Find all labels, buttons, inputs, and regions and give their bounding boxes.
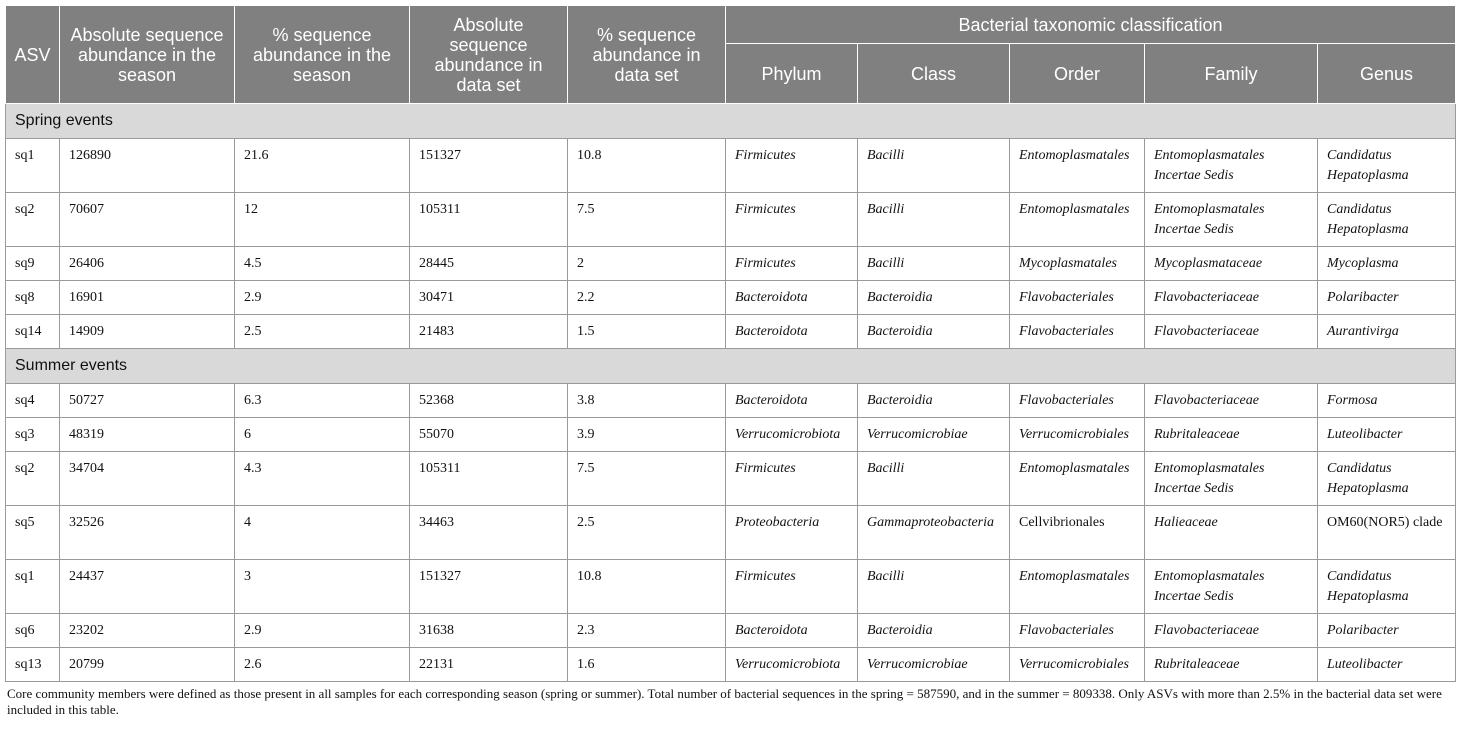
- cell-genus: Polaribacter: [1318, 614, 1456, 648]
- cell-asv: sq1: [6, 139, 60, 193]
- cell-family: Entomoplasmatales Incertae Sedis: [1145, 560, 1318, 614]
- cell-genus: Candidatus Hepatoplasma: [1318, 139, 1456, 193]
- header-phylum: Phylum: [726, 44, 858, 104]
- cell-phylum: Verrucomicrobiota: [726, 648, 858, 682]
- cell-order: Entomoplasmatales: [1010, 193, 1145, 247]
- header-genus: Genus: [1318, 44, 1456, 104]
- cell-pct-season: 2.9: [235, 614, 410, 648]
- cell-family: Entomoplasmatales Incertae Sedis: [1145, 452, 1318, 506]
- cell-asv: sq2: [6, 452, 60, 506]
- cell-abs-season: 20799: [60, 648, 235, 682]
- cell-pct-dataset: 2.2: [568, 281, 726, 315]
- cell-order: Flavobacteriales: [1010, 614, 1145, 648]
- cell-pct-dataset: 10.8: [568, 560, 726, 614]
- cell-pct-dataset: 1.5: [568, 315, 726, 349]
- cell-pct-dataset: 1.6: [568, 648, 726, 682]
- cell-abs-season: 48319: [60, 418, 235, 452]
- cell-genus: Candidatus Hepatoplasma: [1318, 560, 1456, 614]
- cell-abs-season: 50727: [60, 384, 235, 418]
- cell-family: Rubritaleaceae: [1145, 418, 1318, 452]
- cell-order: Flavobacteriales: [1010, 315, 1145, 349]
- cell-class: Verrucomicrobiae: [858, 648, 1010, 682]
- cell-abs-season: 24437: [60, 560, 235, 614]
- header-abs-season: Absolute sequence abundance in the season: [60, 6, 235, 104]
- table-container: [5, 5, 1455, 718]
- cell-abs-dataset: 34463: [410, 506, 568, 560]
- section-title: Summer events: [6, 349, 1456, 384]
- cell-asv: sq4: [6, 384, 60, 418]
- cell-abs-dataset: 22131: [410, 648, 568, 682]
- cell-pct-season: 6: [235, 418, 410, 452]
- cell-abs-season: 26406: [60, 247, 235, 281]
- table-row: [6, 139, 1456, 193]
- cell-pct-season: 3: [235, 560, 410, 614]
- cell-genus: Candidatus Hepatoplasma: [1318, 452, 1456, 506]
- cell-class: Bacteroidia: [858, 281, 1010, 315]
- cell-family: Flavobacteriaceae: [1145, 384, 1318, 418]
- cell-order: Entomoplasmatales: [1010, 452, 1145, 506]
- cell-abs-dataset: 105311: [410, 193, 568, 247]
- cell-pct-dataset: 2.3: [568, 614, 726, 648]
- cell-phylum: Firmicutes: [726, 247, 858, 281]
- table-row: [6, 384, 1456, 418]
- section-row: [6, 349, 1456, 384]
- cell-phylum: Bacteroidota: [726, 281, 858, 315]
- cell-order: Cellvibrionales: [1010, 506, 1145, 560]
- cell-phylum: Proteobacteria: [726, 506, 858, 560]
- cell-pct-season: 4: [235, 506, 410, 560]
- cell-pct-dataset: 7.5: [568, 193, 726, 247]
- cell-genus: Formosa: [1318, 384, 1456, 418]
- cell-pct-season: 2.9: [235, 281, 410, 315]
- cell-abs-dataset: 52368: [410, 384, 568, 418]
- cell-order: Verrucomicrobiales: [1010, 418, 1145, 452]
- header-abs-dataset: Absolute sequence abundance in data set: [410, 6, 568, 104]
- header-taxonomy-group: Bacterial taxonomic classification: [726, 6, 1456, 44]
- cell-genus: Mycoplasma: [1318, 247, 1456, 281]
- table-row: [6, 648, 1456, 682]
- cell-order: Entomoplasmatales: [1010, 560, 1145, 614]
- cell-class: Bacteroidia: [858, 614, 1010, 648]
- cell-family: Entomoplasmatales Incertae Sedis: [1145, 193, 1318, 247]
- table-body: [6, 104, 1456, 682]
- cell-pct-dataset: 10.8: [568, 139, 726, 193]
- cell-family: Halieaceae: [1145, 506, 1318, 560]
- cell-family: Flavobacteriaceae: [1145, 614, 1318, 648]
- cell-pct-season: 2.6: [235, 648, 410, 682]
- cell-pct-dataset: 3.8: [568, 384, 726, 418]
- cell-class: Bacilli: [858, 193, 1010, 247]
- cell-pct-dataset: 7.5: [568, 452, 726, 506]
- table-row: [6, 418, 1456, 452]
- cell-asv: sq13: [6, 648, 60, 682]
- cell-pct-season: 21.6: [235, 139, 410, 193]
- table-row: [6, 560, 1456, 614]
- cell-genus: Polaribacter: [1318, 281, 1456, 315]
- table-row: [6, 247, 1456, 281]
- cell-phylum: Firmicutes: [726, 560, 858, 614]
- cell-asv: sq6: [6, 614, 60, 648]
- cell-pct-dataset: 3.9: [568, 418, 726, 452]
- cell-class: Bacilli: [858, 247, 1010, 281]
- cell-abs-season: 32526: [60, 506, 235, 560]
- cell-abs-season: 34704: [60, 452, 235, 506]
- cell-pct-season: 2.5: [235, 315, 410, 349]
- cell-class: Bacilli: [858, 560, 1010, 614]
- cell-abs-season: 16901: [60, 281, 235, 315]
- cell-phylum: Firmicutes: [726, 452, 858, 506]
- header-pct-season: % sequence abundance in the season: [235, 6, 410, 104]
- header-order: Order: [1010, 44, 1145, 104]
- cell-genus: Luteolibacter: [1318, 648, 1456, 682]
- cell-pct-dataset: 2: [568, 247, 726, 281]
- cell-pct-season: 4.3: [235, 452, 410, 506]
- cell-asv: sq3: [6, 418, 60, 452]
- cell-pct-dataset: 2.5: [568, 506, 726, 560]
- section-row: [6, 104, 1456, 139]
- cell-class: Bacteroidia: [858, 384, 1010, 418]
- table-row: [6, 315, 1456, 349]
- cell-abs-dataset: 31638: [410, 614, 568, 648]
- cell-genus: Aurantivirga: [1318, 315, 1456, 349]
- cell-family: Flavobacteriaceae: [1145, 315, 1318, 349]
- cell-abs-season: 70607: [60, 193, 235, 247]
- cell-family: Mycoplasmataceae: [1145, 247, 1318, 281]
- cell-asv: sq14: [6, 315, 60, 349]
- section-title: Spring events: [6, 104, 1456, 139]
- cell-class: Bacilli: [858, 139, 1010, 193]
- cell-asv: sq8: [6, 281, 60, 315]
- header-pct-dataset: % sequence abundance in data set: [568, 6, 726, 104]
- cell-asv: sq9: [6, 247, 60, 281]
- cell-asv: sq2: [6, 193, 60, 247]
- table-row: [6, 193, 1456, 247]
- table-header: [6, 6, 1456, 104]
- cell-genus: OM60(NOR5) clade: [1318, 506, 1456, 560]
- cell-abs-dataset: 28445: [410, 247, 568, 281]
- cell-abs-dataset: 55070: [410, 418, 568, 452]
- cell-order: Verrucomicrobiales: [1010, 648, 1145, 682]
- cell-abs-dataset: 105311: [410, 452, 568, 506]
- table-footnote: Core community members were defined as those present in all samples for each corresponding season (spring or summer). Total number of bacterial sequences in the spring = 587590, and in the summer = 809338. Only ASVs with more than 2.5% in the bacterial data set were included in this table.: [7, 686, 1442, 717]
- header-asv: ASV: [6, 6, 60, 104]
- table-row: [6, 452, 1456, 506]
- cell-class: Bacteroidia: [858, 315, 1010, 349]
- cell-order: Entomoplasmatales: [1010, 139, 1145, 193]
- cell-class: Gammaproteobacteria: [858, 506, 1010, 560]
- cell-abs-dataset: 151327: [410, 139, 568, 193]
- table-row: [6, 281, 1456, 315]
- header-class: Class: [858, 44, 1010, 104]
- cell-class: Verrucomicrobiae: [858, 418, 1010, 452]
- core-community-table: [5, 5, 1456, 682]
- cell-class: Bacilli: [858, 452, 1010, 506]
- cell-phylum: Bacteroidota: [726, 384, 858, 418]
- cell-phylum: Firmicutes: [726, 193, 858, 247]
- cell-abs-dataset: 151327: [410, 560, 568, 614]
- cell-abs-season: 14909: [60, 315, 235, 349]
- cell-pct-season: 6.3: [235, 384, 410, 418]
- cell-order: Flavobacteriales: [1010, 384, 1145, 418]
- cell-phylum: Verrucomicrobiota: [726, 418, 858, 452]
- cell-genus: Candidatus Hepatoplasma: [1318, 193, 1456, 247]
- cell-pct-season: 12: [235, 193, 410, 247]
- cell-asv: sq5: [6, 506, 60, 560]
- cell-order: Flavobacteriales: [1010, 281, 1145, 315]
- cell-phylum: Bacteroidota: [726, 315, 858, 349]
- cell-asv: sq1: [6, 560, 60, 614]
- table-row: [6, 506, 1456, 560]
- cell-family: Rubritaleaceae: [1145, 648, 1318, 682]
- cell-order: Mycoplasmatales: [1010, 247, 1145, 281]
- cell-abs-dataset: 21483: [410, 315, 568, 349]
- cell-phylum: Firmicutes: [726, 139, 858, 193]
- header-family: Family: [1145, 44, 1318, 104]
- cell-pct-season: 4.5: [235, 247, 410, 281]
- cell-family: Flavobacteriaceae: [1145, 281, 1318, 315]
- cell-abs-season: 23202: [60, 614, 235, 648]
- cell-family: Entomoplasmatales Incertae Sedis: [1145, 139, 1318, 193]
- cell-phylum: Bacteroidota: [726, 614, 858, 648]
- cell-genus: Luteolibacter: [1318, 418, 1456, 452]
- cell-abs-dataset: 30471: [410, 281, 568, 315]
- cell-abs-season: 126890: [60, 139, 235, 193]
- table-row: [6, 614, 1456, 648]
